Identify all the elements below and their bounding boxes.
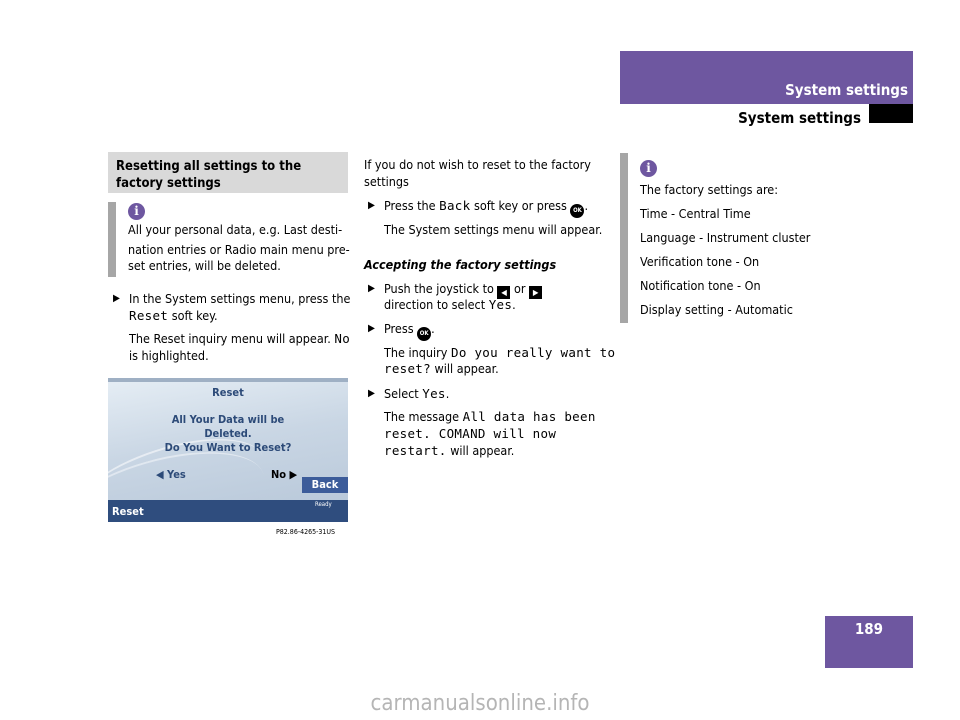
- yes-option[interactable]: ◀ Yes: [156, 468, 186, 481]
- watermark: carmanualsonline.info: [370, 691, 590, 716]
- section-tab-marker: [869, 104, 913, 123]
- figure-caption: P82.86-4265-31US: [276, 528, 336, 536]
- display-message-label: restart.: [384, 443, 447, 458]
- factory-settings-intro: The factory settings are:: [640, 182, 779, 197]
- result-text: The System settings menu will appear.: [384, 222, 603, 237]
- signal-strength-icon: [315, 510, 343, 518]
- step-text: direction to select Yes.: [384, 297, 516, 312]
- step-text: Reset soft key.: [129, 308, 218, 323]
- section-heading: Resetting all settings to the factory settings: [108, 152, 348, 193]
- right-arrow-key-icon: ▶: [529, 286, 542, 299]
- intro-text: If you do not wish to reset to the factory: [364, 157, 591, 172]
- section-title: System settings: [738, 109, 861, 127]
- back-soft-key[interactable]: Back: [302, 477, 348, 493]
- factory-setting-item: Notification tone - On: [640, 278, 761, 293]
- result-text: The inquiry Do you really want to: [384, 345, 616, 360]
- bullet-arrow: ▶: [368, 323, 375, 334]
- info-icon: i: [640, 160, 657, 177]
- factory-setting-item: Time - Central Time: [640, 206, 751, 221]
- factory-setting-item: Display setting - Automatic: [640, 302, 793, 317]
- display-message: Do You Want to Reset?: [164, 441, 292, 454]
- note-line-2: nation entries or Radio main menu pre-: [128, 242, 350, 257]
- left-arrow-key-icon: ◀: [497, 286, 510, 299]
- bullet-arrow: ▶: [113, 293, 120, 304]
- soft-key-label: Reset: [129, 308, 169, 323]
- display-status-bar: [108, 500, 348, 522]
- note-bar: [108, 202, 116, 277]
- page-number-box: [825, 616, 913, 668]
- step-text: Push the joystick to ◀ or ▶: [384, 279, 542, 299]
- option-label: Yes: [488, 297, 513, 312]
- display-title: Reset: [212, 386, 244, 399]
- bullet-arrow: ▶: [368, 283, 375, 294]
- highlighted-label: No: [334, 331, 351, 346]
- step-text: In the System settings menu, press the: [129, 291, 351, 306]
- factory-setting-item: Language - Instrument cluster: [640, 230, 811, 245]
- page-number: 189: [854, 620, 884, 638]
- display-message-label: reset. COMAND will now: [384, 426, 557, 441]
- bullet-arrow: ▶: [368, 388, 375, 399]
- status-label: Reset: [112, 505, 144, 518]
- no-option[interactable]: No ▶: [271, 468, 298, 481]
- ready-label: Ready: [315, 501, 332, 508]
- result-text: restart. will appear.: [384, 443, 515, 458]
- intro-text: settings: [364, 174, 409, 189]
- display-message-label: reset?: [384, 361, 431, 376]
- note-line-3: set entries, will be deleted.: [128, 258, 281, 273]
- step-text: Press OK .: [384, 319, 435, 341]
- factory-setting-item: Verification tone - On: [640, 254, 760, 269]
- chapter-title: System settings: [785, 81, 908, 99]
- display-message: Deleted.: [204, 427, 252, 440]
- result-text: is highlighted.: [129, 348, 209, 363]
- step-text: Select Yes.: [384, 386, 450, 401]
- subheading: Accepting the factory settings: [364, 257, 557, 272]
- reset-display-screenshot: [108, 378, 348, 522]
- display-message: All Your Data will be: [171, 413, 285, 426]
- result-text: reset? will appear.: [384, 361, 499, 376]
- bullet-arrow: ▶: [368, 200, 375, 211]
- note-line-1: All your personal data, e.g. Last desti-: [128, 222, 343, 237]
- note-bar: [620, 153, 628, 323]
- ok-button-icon: OK: [570, 204, 584, 218]
- info-icon: i: [128, 203, 145, 220]
- display-top-bar: [108, 378, 348, 382]
- result-text: The message All data has been: [384, 409, 596, 424]
- display-message-label: Do you really want to: [451, 345, 616, 360]
- option-label: Yes: [422, 386, 446, 401]
- result-text: The Reset inquiry menu will appear. No: [129, 331, 351, 346]
- soft-key-label: Back: [439, 198, 471, 213]
- step-text: Press the Back soft key or press OK .: [384, 196, 588, 218]
- ok-button-icon: OK: [417, 327, 431, 341]
- display-message-label: All data has been: [462, 409, 596, 424]
